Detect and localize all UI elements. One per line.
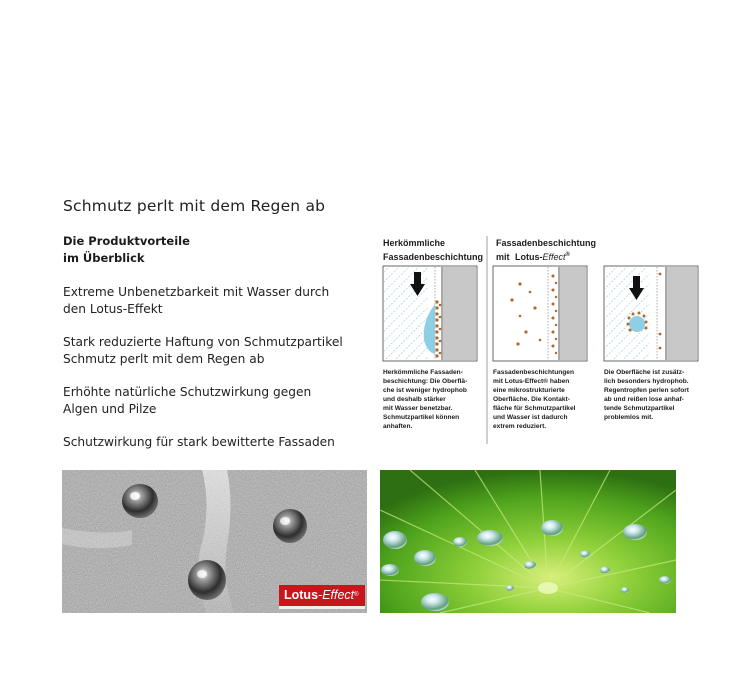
diagram-panel-microstructure: [493, 266, 587, 361]
facade-water-drops-photo: [62, 470, 367, 613]
caption-line: mit Wasser benetzbar.: [383, 405, 453, 412]
caption-line: problemlos mit.: [604, 414, 654, 421]
caption-line: Oberfläche. Die Kontakt-: [493, 396, 570, 403]
benefit-line: den Lotus-Effekt: [63, 302, 163, 316]
lotus-effect-logo-brand: Lotus: [284, 588, 319, 602]
caption-line: mit Lotus-Effect® haben: [493, 378, 570, 385]
diagram-caption-1: [383, 369, 469, 430]
benefit-item: [63, 334, 363, 368]
lotus-leaf-photo: [380, 470, 676, 613]
section-heading-line2: im Überblick: [63, 251, 145, 265]
diagram-header-right-mit: mit: [496, 252, 510, 262]
caption-line: Herkömmliche Fassaden-: [383, 369, 463, 376]
diagram-header-left: [383, 238, 483, 262]
caption-line: Die Oberfläche ist zusätz-: [604, 369, 685, 376]
benefit-item: [63, 384, 363, 418]
diagram-header-left-line: Fassadenbeschichtung: [383, 252, 484, 262]
caption-line: beschichtung: Die Oberflä-: [383, 378, 468, 385]
caption-line: Regentropfen perlen sofort: [604, 387, 689, 394]
lotus-effect-logo-reg: ®: [354, 592, 359, 598]
caption-line: tende Schmutzpartikel: [604, 405, 675, 412]
lotus-leaf-image: [380, 470, 676, 613]
caption-line: extrem reduziert.: [493, 423, 547, 430]
diagram-caption-2: [493, 369, 577, 430]
diagram-header-right-line: Fassadenbeschichtung: [496, 238, 597, 248]
caption-line: anhaften.: [383, 423, 413, 430]
caption-line: Schmutzpartikel können: [383, 414, 460, 421]
diagram-header-brand: Lotus-: [515, 252, 543, 262]
caption-line: lich besonders hydrophob.: [604, 378, 689, 385]
benefit-line: Algen und Pilze: [63, 402, 157, 416]
caption-line: und Wasser ist dadurch: [493, 414, 568, 421]
diagram-panel-conventional: [383, 266, 477, 361]
diagram-header-right: [496, 238, 599, 262]
benefit-line: Extreme Unbenetzbarkeit mit Wasser durch: [63, 285, 330, 299]
benefits-list: [63, 284, 363, 467]
lotus-effect-logo: [279, 585, 365, 609]
benefit-line: Schutzwirkung für stark bewitterte Fassaden: [63, 435, 335, 449]
caption-line: fläche für Schmutzpartikel: [493, 405, 576, 412]
lotus-effect-logo-suffix: -Effect: [318, 588, 355, 602]
benefit-line: Schmutz perlt mit dem Regen ab: [63, 352, 265, 366]
caption-line: che ist weniger hydrophob: [383, 387, 467, 394]
diagram-caption-3: [604, 369, 691, 421]
diagram-header-left-line: Herkömmliche: [383, 238, 446, 248]
benefit-item: [63, 284, 363, 318]
benefit-line: Stark reduzierte Haftung von Schmutzpartikel: [63, 335, 343, 349]
page-title: Schmutz perlt mit dem Regen ab: [63, 197, 326, 215]
section-heading: [63, 233, 263, 267]
benefit-line: Erhöhte natürliche Schutzwirkung gegen: [63, 385, 312, 399]
benefit-item: [63, 434, 363, 451]
caption-line: Fassadenbeschichtungen: [493, 369, 574, 376]
caption-line: und deshalb stärker: [383, 396, 446, 403]
caption-line: ab und reißen lose anhaf-: [604, 396, 684, 403]
caption-line: eine mikrostrukturierte: [493, 387, 565, 394]
diagram-panel-hydrophobic: [604, 266, 698, 361]
lotus-effect-diagram: [380, 236, 705, 461]
diagram-header-reg: ®: [565, 252, 570, 258]
diagram-header-brand-italic: Effect: [542, 252, 566, 262]
section-heading-line1: Die Produktvorteile: [63, 234, 190, 248]
